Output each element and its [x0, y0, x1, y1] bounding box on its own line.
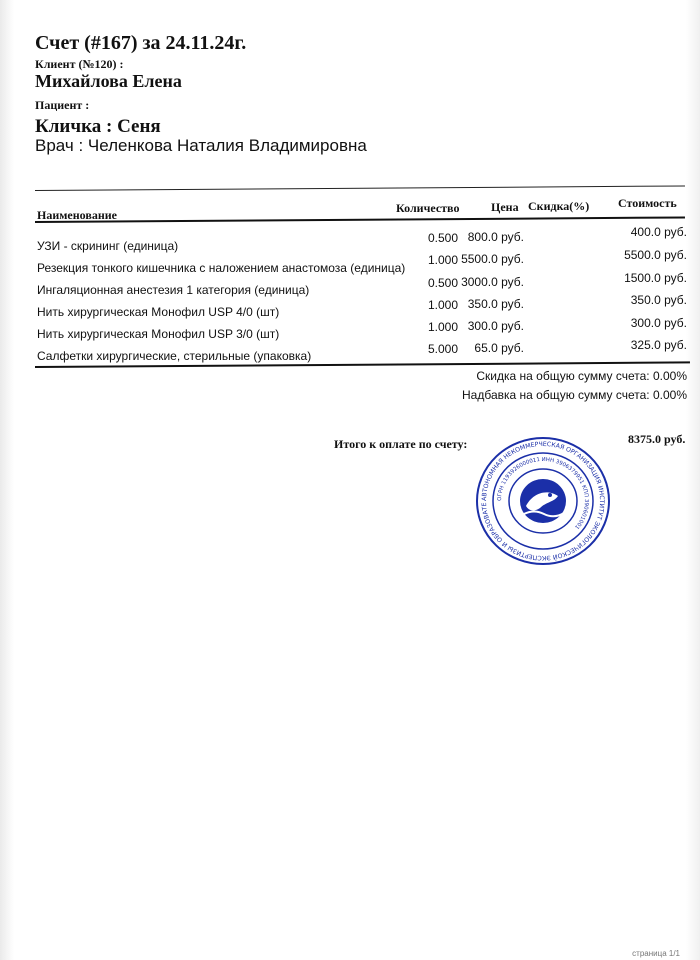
item-price: 300.0 руб. — [467, 319, 524, 333]
item-name: Резекция тонкого кишечника с наложением анастомоза (единица) — [37, 261, 406, 275]
item-name: Салфетки хирургические, стерильные (упаковка) — [37, 349, 312, 363]
patient-label: Пациент : — [35, 98, 90, 112]
item-qty: 5.000 — [427, 342, 458, 356]
item-qty: 0.500 — [427, 276, 458, 290]
markup-summary: Надбавка на общую сумму счета: 0.00% — [462, 388, 687, 402]
stamp-outer-text: АВТОНОМНАЯ НЕКОММЕРЧЕСКАЯ ОРГАНИЗАЦИЯ ИНСТИТУТ ЭКОЛОГИЧЕСКОЙ ЭКСПЕРТИЗЫ И ОБРАЗОВАТЕ — [480, 440, 606, 562]
stamp-inner-text: ОГРН 1193926000011 ИНН 3906379951 КПП 390601001 — [496, 456, 590, 530]
item-cost: 350.0 руб. — [630, 293, 687, 307]
item-price: 3000.0 руб. — [461, 275, 524, 289]
column-header-qty: Количество — [396, 201, 460, 215]
item-price: 5500.0 руб. — [461, 252, 524, 266]
item-qty: 1.000 — [427, 320, 458, 334]
item-name: Ингаляционная анестезия 1 категория (единица) — [37, 283, 310, 297]
item-name: Нить хирургическая Монофил USP 4/0 (шт) — [37, 305, 280, 319]
item-cost: 1500.0 руб. — [624, 271, 687, 285]
item-cost: 300.0 руб. — [630, 316, 687, 330]
invoice-title: Счет (#167) за 24.11.24г. — [35, 32, 247, 54]
item-cost: 5500.0 руб. — [624, 248, 687, 262]
item-name: Нить хирургическая Монофил USP 3/0 (шт) — [37, 327, 280, 341]
item-cost: 325.0 руб. — [630, 338, 687, 352]
item-price: 800.0 руб. — [467, 230, 524, 244]
item-price: 350.0 руб. — [467, 297, 524, 311]
page-number: страница 1/1 — [632, 949, 680, 958]
column-header-discount: Скидка(%) — [528, 199, 590, 213]
total-value: 8375.0 руб. — [628, 432, 686, 446]
client-name: Михайлова Елена — [35, 71, 182, 91]
item-cost: 400.0 руб. — [630, 225, 687, 239]
item-name: УЗИ - скрининг (единица) — [37, 239, 179, 253]
item-price: 65.0 руб. — [474, 341, 524, 355]
column-header-cost: Стоимость — [618, 196, 677, 210]
item-qty: 0.500 — [427, 231, 458, 245]
table-top-rule — [35, 185, 685, 191]
stamp-seal-icon — [474, 436, 612, 566]
doctor-name: Врач : Челенкова Наталия Владимировна — [35, 136, 367, 155]
column-header-price: Цена — [491, 200, 519, 214]
client-label: Клиент (№120) : — [35, 57, 124, 71]
organization-stamp — [474, 436, 612, 566]
total-label: Итого к оплате по счету: — [334, 437, 468, 451]
item-qty: 1.000 — [427, 298, 458, 312]
item-qty: 1.000 — [427, 253, 458, 267]
column-header-name: Наименование — [37, 208, 117, 222]
table-header-rule — [35, 216, 685, 223]
pet-nickname: Кличка : Сеня — [35, 116, 161, 137]
discount-summary: Скидка на общую сумму счета: 0.00% — [476, 369, 687, 383]
